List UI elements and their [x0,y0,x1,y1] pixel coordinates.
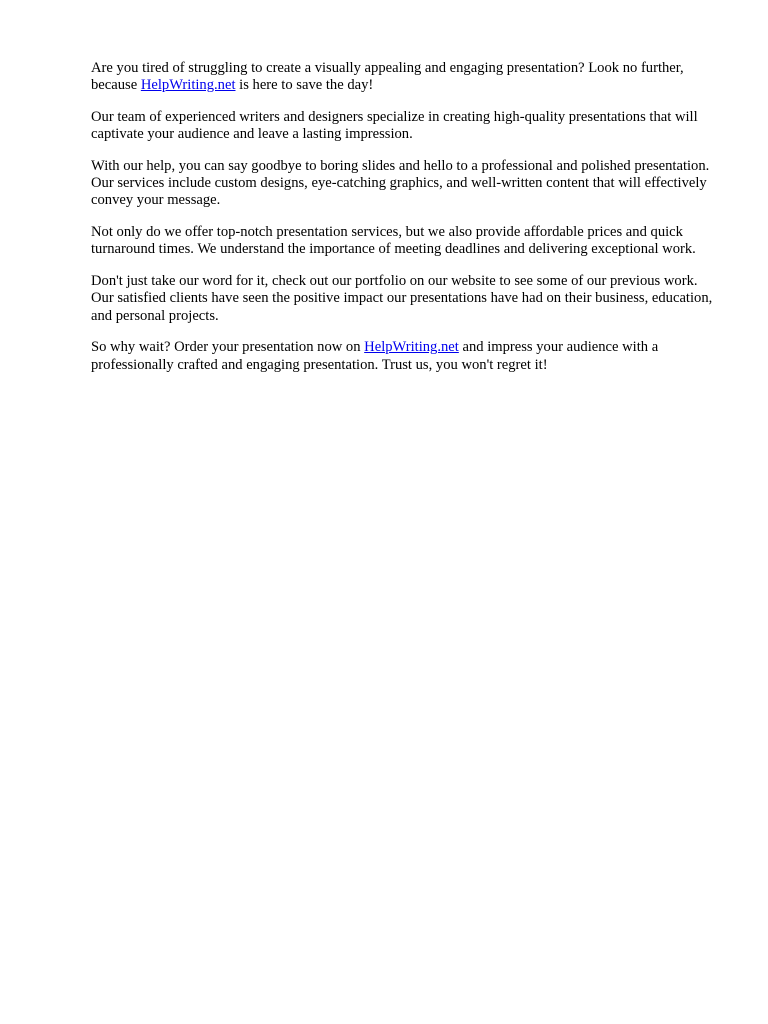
paragraph-intro-text-after: is here to save the day! [235,77,374,94]
paragraph-pricing: Not only do we offer top-notch presentation services, but we also provide affordable prices and quick turnaround times. We understand the importance of meeting deadlines and delivering exceptional work. [91,224,696,258]
paragraph-team: Our team of experienced writers and designers specialize in creating high-quality presentations that will captivate your audience and leave a lasting impression. [91,109,698,143]
paragraph-intro-text-before: Are you tired of struggling to create a visually appealing and engaging presentation? Look no further, because [91,60,684,94]
paragraph-services: With our help, you can say goodbye to boring slides and hello to a professional and polished presentation. Our services include custom designs, eye-catching graphics, and well-written content that will effectively convey your message. [91,158,710,209]
paragraph-call-to-action [91,339,721,373]
document-body [91,60,721,388]
paragraph-cta-text-after: and impress your audience with a professionally crafted and engaging presentation. Trust us, you won't regret it! [91,339,659,373]
paragraph-intro [91,60,721,94]
paragraph-portfolio: Don't just take our word for it, check out our portfolio on our website to see some of our previous work. Our satisfied clients have seen the positive impact our presentations have had on their business, education, and personal projects. [91,273,713,324]
helpwriting-link-order[interactable]: HelpWriting.net [364,339,459,356]
paragraph-cta-text-before: So why wait? Order your presentation now on [91,339,365,356]
helpwriting-link[interactable]: HelpWriting.net [140,77,236,94]
